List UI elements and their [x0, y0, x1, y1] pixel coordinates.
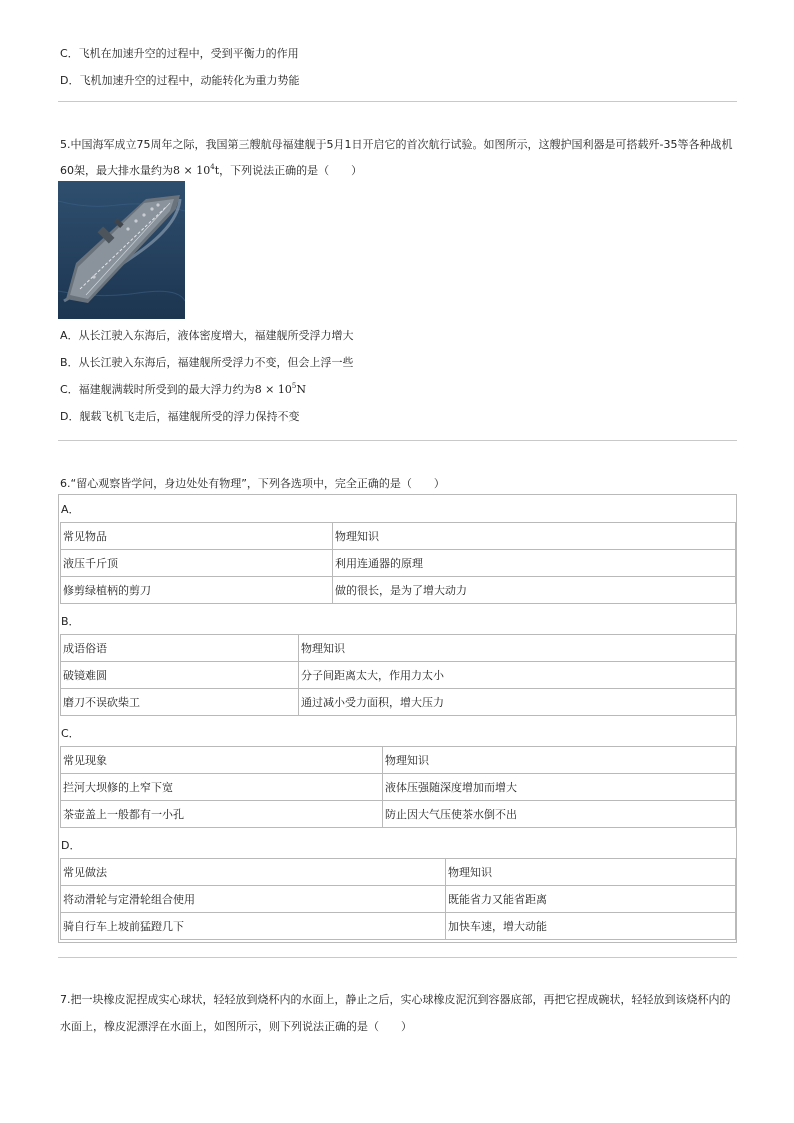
table-cell: 既能省力又能省距离 — [446, 886, 736, 913]
table-cell: 防止因大气压使茶水倒不出 — [383, 801, 736, 828]
q6-option-b-table — [60, 634, 736, 716]
q6-option-c-table — [60, 746, 736, 828]
table-row — [61, 859, 736, 886]
table-cell: 破镜难圆 — [61, 662, 299, 689]
q6-stem: 6.“留心观察皆学问，身边处处有物理”，下列各选项中，完全正确的是（ ） — [60, 477, 445, 490]
q6-options-table — [58, 494, 737, 943]
q5-stem-line2 — [60, 162, 362, 178]
divider — [58, 957, 737, 958]
q5-option-b: B．从长江驶入东海后，福建舰所受浮力不变，但会上浮一些 — [60, 356, 354, 369]
table-row — [61, 913, 736, 940]
table-cell: 磨刀不误砍柴工 — [61, 689, 299, 716]
table-cell: 成语俗语 — [61, 635, 299, 662]
q5-stem-text: 60架，最大排水量约为 — [60, 164, 173, 177]
q7-stem-line2: 水面上，橡皮泥漂浮在水面上，如图所示，则下列说法正确的是（ ） — [60, 1020, 412, 1033]
table-cell: 物理知识 — [446, 859, 736, 886]
table-cell: 利用连通器的原理 — [333, 550, 736, 577]
table-row — [61, 689, 736, 716]
q5-displacement-formula: $8 \times 10^4t$ — [173, 163, 220, 177]
table-cell: 液压千斤顶 — [61, 550, 333, 577]
table-cell: 通过减小受力面积，增大压力 — [299, 689, 736, 716]
q6-option-d-table — [60, 858, 736, 940]
table-cell: 拦河大坝修的上窄下宽 — [61, 774, 383, 801]
aircraft-carrier-photo — [58, 181, 185, 319]
table-row — [61, 577, 736, 604]
table-row — [61, 747, 736, 774]
table-cell: 物理知识 — [383, 747, 736, 774]
table-cell: 物理知识 — [333, 523, 736, 550]
divider — [58, 440, 737, 441]
q5-stem-line1: 5.中国海军成立75周年之际，我国第三艘航母福建舰于5月1日开启它的首次航行试验。如图所示，这艘护国利器是可搭载歼-35等各种战机 — [60, 138, 733, 151]
table-cell: 常见做法 — [61, 859, 446, 886]
q5-option-d: D．舰载飞机飞走后，福建舰所受的浮力保持不变 — [60, 410, 300, 423]
q4-option-d: D．飞机加速升空的过程中，动能转化为重力势能 — [60, 74, 300, 87]
table-cell: 修剪绿植柄的剪刀 — [61, 577, 333, 604]
table-cell: 物理知识 — [299, 635, 736, 662]
q5-stem-tail: ，下列说法正确的是（ ） — [219, 164, 363, 177]
q5-buoyancy-formula: $8 \times 10^5N$ — [254, 382, 306, 396]
table-row — [61, 550, 736, 577]
q6-option-d-label: D． — [61, 839, 81, 852]
table-cell: 骑自行车上坡前猛蹬几下 — [61, 913, 446, 940]
q6-option-c-label: C． — [61, 727, 80, 740]
table-cell: 做的很长，是为了增大动力 — [333, 577, 736, 604]
q5-option-a: A．从长江驶入东海后，液体密度增大，福建舰所受浮力增大 — [60, 329, 354, 342]
q4-option-c: C．飞机在加速升空的过程中，受到平衡力的作用 — [60, 47, 299, 60]
table-row — [61, 774, 736, 801]
q5-option-c-text: C．福建舰满载时所受到的最大浮力约为 — [60, 383, 255, 396]
table-row — [61, 523, 736, 550]
table-cell: 分子间距离太大，作用力太小 — [299, 662, 736, 689]
table-cell: 将动滑轮与定滑轮组合使用 — [61, 886, 446, 913]
q6-option-a-table — [60, 522, 736, 604]
table-row — [61, 662, 736, 689]
table-cell: 液体压强随深度增加而增大 — [383, 774, 736, 801]
table-row — [61, 886, 736, 913]
table-cell: 茶壶盖上一般都有一小孔 — [61, 801, 383, 828]
divider — [58, 101, 737, 102]
q7-stem-line1: 7.把一块橡皮泥捏成实心球状，轻轻放到烧杯内的水面上，静止之后，实心球橡皮泥沉到容器底部，再把它捏成碗状，轻轻放到该烧杯内的 — [60, 993, 731, 1006]
table-cell: 加快车速，增大动能 — [446, 913, 736, 940]
q6-option-b-label: B． — [61, 615, 80, 628]
table-row — [61, 801, 736, 828]
q5-option-c — [60, 381, 306, 397]
q6-option-a-label: A． — [61, 503, 80, 516]
table-cell: 常见物品 — [61, 523, 333, 550]
table-row — [61, 635, 736, 662]
table-cell: 常见现象 — [61, 747, 383, 774]
